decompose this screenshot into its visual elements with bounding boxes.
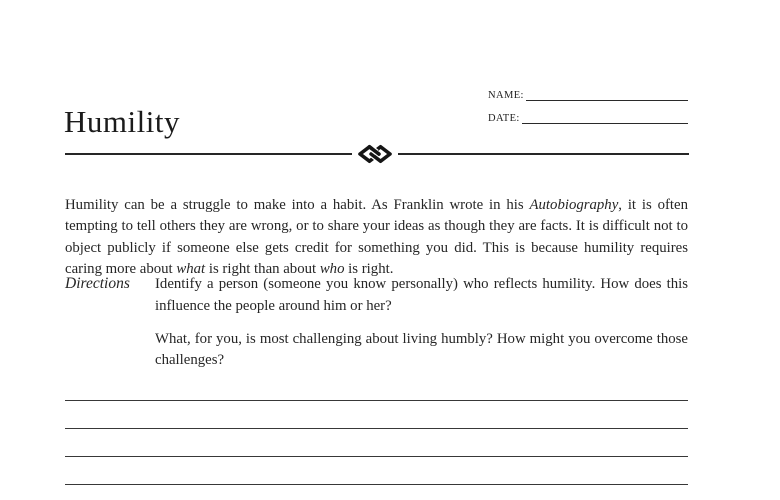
answer-line[interactable]	[65, 484, 688, 485]
intro-italic-autobiography: Autobiography	[529, 196, 619, 213]
section-divider	[65, 145, 689, 163]
directions-section	[65, 274, 688, 372]
name-date-fields	[488, 88, 688, 134]
divider-line-right	[398, 153, 689, 155]
page-title: Humility	[64, 103, 180, 139]
date-label: DATE:	[488, 112, 520, 124]
intro-italic-who: who	[319, 261, 345, 278]
name-field[interactable]	[526, 87, 688, 101]
name-label: NAME:	[488, 89, 524, 101]
answer-line[interactable]	[65, 400, 688, 401]
directions-content	[155, 274, 688, 372]
celtic-knot-icon	[357, 144, 393, 164]
date-field-row	[488, 111, 688, 124]
date-field[interactable]	[522, 110, 688, 124]
answer-line[interactable]	[65, 456, 688, 457]
directions-prompt: What, for you, is most challenging about living humbly? How might you overcome those challenges?	[155, 330, 688, 369]
intro-text: is right.	[344, 261, 394, 278]
directions-label: Directions	[65, 275, 130, 292]
intro-text: is right than about	[205, 261, 320, 278]
divider-line-left	[65, 153, 352, 155]
intro-text: Humility can be a struggle to make into a habit. As Franklin wrote in his	[65, 196, 530, 213]
name-field-row	[488, 88, 688, 101]
directions-prompt: Identify a person (someone you know personally) who reflects humility. How does this influence the people around him or her?	[155, 276, 688, 314]
intro-paragraph	[65, 195, 688, 281]
answer-lines	[65, 400, 688, 500]
answer-line[interactable]	[65, 428, 688, 429]
intro-italic-what: what	[176, 261, 206, 278]
intro-text: , it is often tempting to tell others they are wrong, or to share your ideas as though they are facts. It is difficult not to object publicly if someone else gets credit for something you did. This is because humility requires caring more about	[65, 196, 689, 278]
